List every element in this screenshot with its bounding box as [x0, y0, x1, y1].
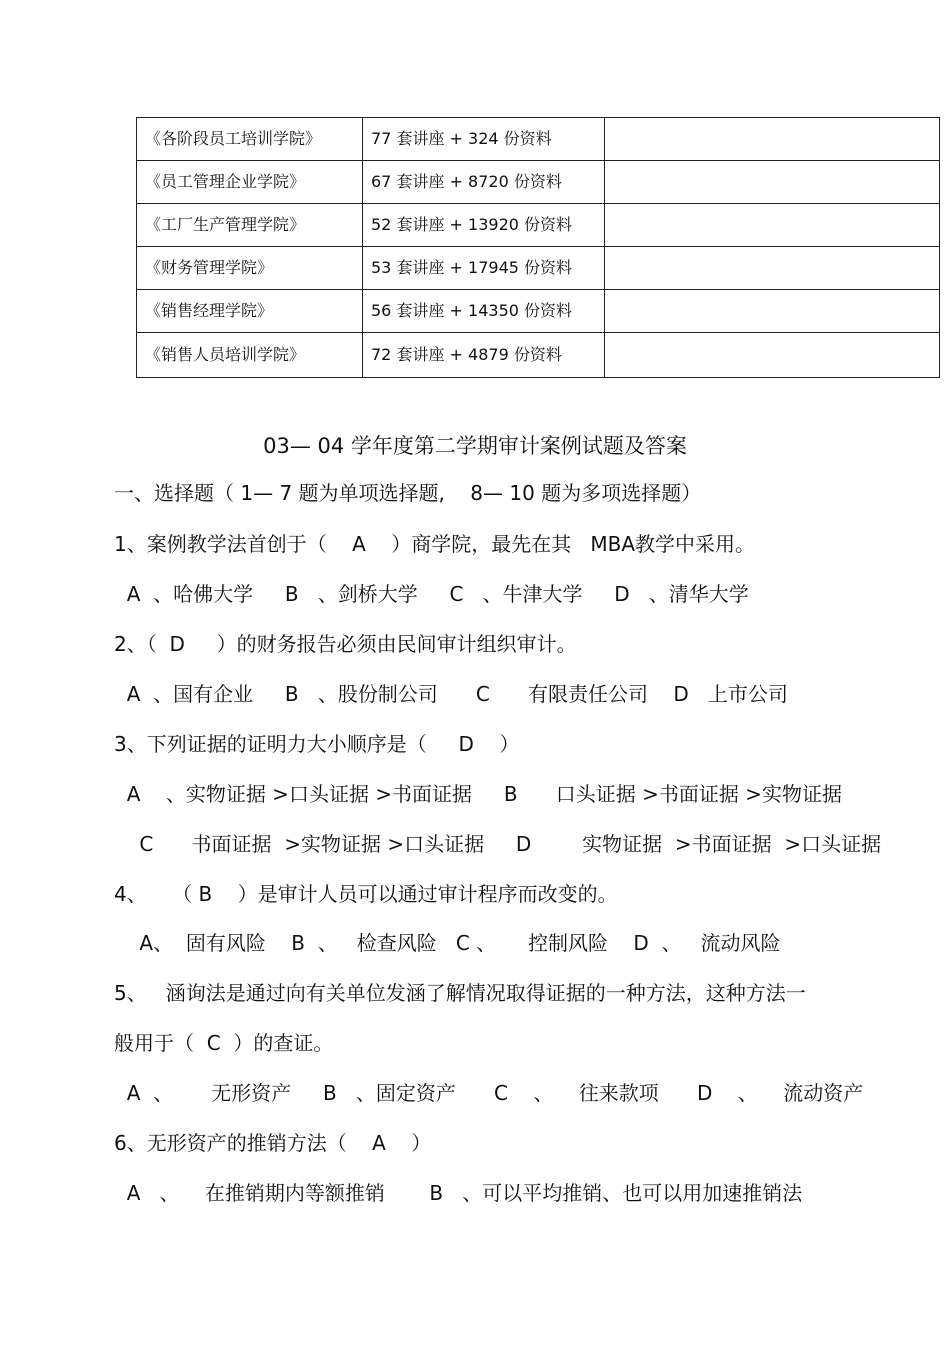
course-name-cell: 《销售经理学院》: [137, 290, 363, 333]
question-line: A、 固有风险 B 、 检查风险 C 、 控制风险 D 、 流动风险: [114, 931, 781, 955]
course-name-cell: 《工厂生产管理学院》: [137, 204, 363, 247]
course-name-cell: 《财务管理学院》: [137, 247, 363, 290]
document-title: 03— 04 学年度第二学期审计案例试题及答案: [263, 434, 687, 458]
empty-cell: [605, 290, 940, 333]
table-row: [137, 118, 940, 161]
question-line: A 、哈佛大学 B 、剑桥大学 C 、牛津大学 D 、清华大学: [114, 582, 749, 606]
question-line: A 、 在推销期内等额推销 B 、可以平均推销、也可以用加速推销法: [114, 1181, 803, 1205]
table-row: [137, 290, 940, 333]
table-row: [137, 247, 940, 290]
empty-cell: [605, 333, 940, 378]
table-row: [137, 333, 940, 378]
question-line: 5、 涵询法是通过向有关单位发涵了解情况取得证据的一种方法，这种方法一: [114, 981, 806, 1005]
course-name-cell: 《销售人员培训学院》: [137, 333, 363, 378]
empty-cell: [605, 204, 940, 247]
question-line: 1、案例教学法首创于（ A ）商学院，最先在其 MBA教学中采用。: [114, 532, 755, 556]
empty-cell: [605, 118, 940, 161]
empty-cell: [605, 247, 940, 290]
resource-table: [136, 117, 940, 378]
course-name-cell: 《员工管理企业学院》: [137, 161, 363, 204]
resource-count-cell: 67 套讲座 + 8720 份资料: [363, 161, 605, 204]
section-heading: 一、选择题（ 1— 7 题为单项选择题, 8— 10 题为多项选择题）: [114, 481, 702, 505]
question-line: 2、（ D ）的财务报告必须由民间审计组织审计。: [114, 632, 577, 656]
question-line: C 书面证据 >实物证据 >口头证据 D 实物证据 >书面证据 >口头证据: [114, 832, 882, 856]
question-line: A 、国有企业 B 、股份制公司 C 有限责任公司 D 上市公司: [114, 682, 788, 706]
question-line: 6、无形资产的推销方法（ A ）: [114, 1131, 432, 1155]
resource-count-cell: 56 套讲座 + 14350 份资料: [363, 290, 605, 333]
resource-count-cell: 52 套讲座 + 13920 份资料: [363, 204, 605, 247]
question-line: 3、下列证据的证明力大小顺序是（ D ）: [114, 732, 520, 756]
question-line: A 、实物证据 >口头证据 >书面证据 B 口头证据 >书面证据 >实物证据: [114, 782, 842, 806]
resource-count-cell: 72 套讲座 + 4879 份资料: [363, 333, 605, 378]
empty-cell: [605, 161, 940, 204]
resource-count-cell: 77 套讲座 + 324 份资料: [363, 118, 605, 161]
table-row: [137, 204, 940, 247]
table-row: [137, 161, 940, 204]
question-line: 4、 （ B ）是审计人员可以通过审计程序而改变的。: [114, 882, 618, 906]
question-line: A 、 无形资产 B 、固定资产 C 、 往来款项 D 、 流动资产: [114, 1081, 864, 1105]
question-line: 般用于（ C ）的查证。: [114, 1031, 334, 1055]
resource-count-cell: 53 套讲座 + 17945 份资料: [363, 247, 605, 290]
course-name-cell: 《各阶段员工培训学院》: [137, 118, 363, 161]
